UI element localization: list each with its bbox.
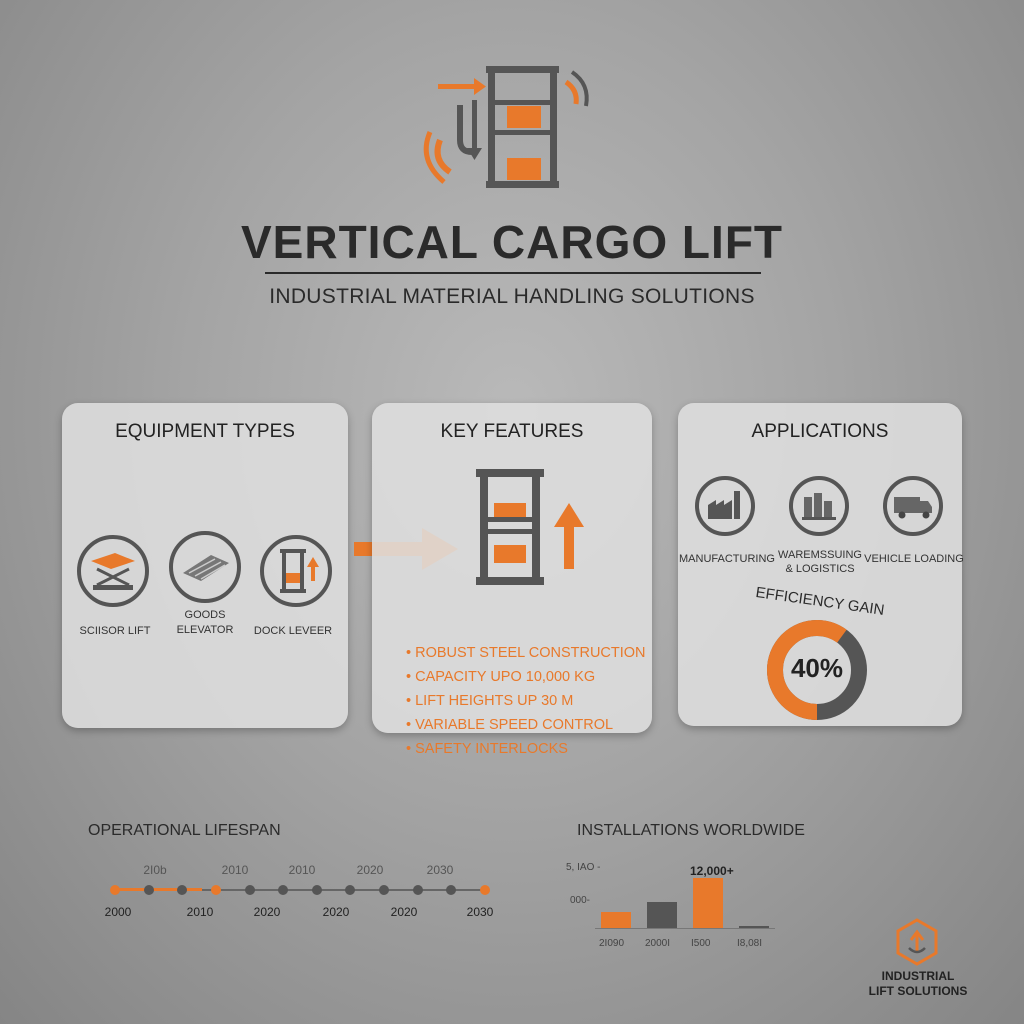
equipment-scissor-lift-label: SCIISOR LIFT <box>79 625 151 637</box>
timeline-top-label: 2030 <box>426 863 454 877</box>
timeline-top-label: 2010 <box>288 863 316 877</box>
feature-item: • VARIABLE SPEED CONTROL <box>406 713 646 737</box>
equipment-types-title: EQUIPMENT TYPES <box>115 421 295 442</box>
installations-x-label: I500 <box>691 938 711 949</box>
truck-icon <box>882 475 944 537</box>
app-manufacturing-label: MANUFACTURING <box>679 553 775 565</box>
installations-y-label-top: 5, IAO - <box>566 862 601 873</box>
key-features-panel <box>372 403 652 757</box>
timeline-top-label: 2020 <box>356 863 384 877</box>
feature-item: • SAFETY INTERLOCKS <box>406 737 646 761</box>
key-features-list <box>406 641 646 761</box>
timeline-top-label: 2I0b <box>143 863 167 877</box>
lift-tower-icon <box>472 465 602 590</box>
installations-bar <box>647 902 677 928</box>
goods-elevator-icon <box>167 529 243 605</box>
installations-highlight-label: 12,000+ <box>690 864 734 878</box>
feature-item: • ROBUST STEEL CONSTRUCTION <box>406 641 646 665</box>
installations-bar <box>739 926 769 928</box>
installations-bar <box>693 878 723 928</box>
equipment-types-panel <box>62 403 348 728</box>
timeline-dot <box>312 885 322 895</box>
timeline-bottom-label: 2020 <box>253 905 281 919</box>
feature-item: • LIFT HEIGHTS UP 30 M <box>406 689 646 713</box>
scissor-lift-icon <box>75 533 151 609</box>
page-subtitle: INDUSTRIAL MATERIAL HANDLING SOLUTIONS <box>269 285 755 308</box>
timeline-dot <box>413 885 423 895</box>
timeline-dot <box>379 885 389 895</box>
app-warehousing-label-line2: & LOGISTICS <box>785 563 855 575</box>
applications-title: APPLICATIONS <box>751 421 889 442</box>
key-features-title: KEY FEATURES <box>440 421 584 442</box>
bar-axis <box>595 928 775 929</box>
timeline-dot <box>177 885 187 895</box>
installations-x-label: 2I090 <box>599 938 625 949</box>
timeline-dot <box>211 885 221 895</box>
lifespan-title: OPERATIONAL LIFESPAN <box>88 822 281 839</box>
page-title: VERTICAL CARGO LIFT <box>240 216 784 268</box>
efficiency-gain-label: EFFICIENCY GAIN <box>754 584 886 619</box>
brand-hex-lift-icon <box>895 918 939 966</box>
brand-name-line2: LIFT SOLUTIONS <box>868 984 968 998</box>
installations-bar-chart <box>595 860 785 949</box>
timeline-dot <box>144 885 154 895</box>
brand-name-line1: INDUSTRIAL <box>881 969 955 983</box>
timeline-bottom-label: 2030 <box>466 905 494 919</box>
factory-icon <box>694 475 756 537</box>
installations-y-label-bottom: 000- <box>570 895 591 906</box>
timeline-dot <box>345 885 355 895</box>
timeline-top-label: 2010 <box>221 863 249 877</box>
timeline-highlight <box>115 888 202 891</box>
timeline-bottom-label: 2020 <box>390 905 418 919</box>
timeline-dot <box>446 885 456 895</box>
equipment-goods-label-line1: GOODS <box>184 609 226 621</box>
dock-leveler-icon <box>258 533 334 609</box>
timeline-dot <box>278 885 288 895</box>
timeline-dot <box>245 885 255 895</box>
equipment-goods-label-line2: ELEVATOR <box>176 624 234 636</box>
app-vehicle-loading-label: VEHICLE LOADING <box>864 553 964 565</box>
feature-item: • CAPACITY UPO 10,000 KG <box>406 665 646 689</box>
installations-title: INSTALLATIONS WORLDWIDE <box>577 822 805 839</box>
timeline-dot <box>480 885 490 895</box>
timeline-bottom-label: 2000 <box>104 905 132 919</box>
warehouse-icon <box>788 475 850 537</box>
installations-x-label: I8,08I <box>737 938 763 949</box>
equipment-dock-leveler-label: DOCK LEVEER <box>253 625 333 637</box>
timeline-dot <box>110 885 120 895</box>
applications-panel <box>678 403 962 726</box>
cargo-lift-logo-icon <box>410 60 610 195</box>
timeline-bottom-label: 2010 <box>186 905 214 919</box>
installations-x-label: 2000I <box>645 938 671 949</box>
efficiency-value: 40% <box>790 653 844 683</box>
timeline-bottom-label: 2020 <box>322 905 350 919</box>
title-divider <box>265 272 761 274</box>
app-warehousing-label-line1: WAREMSSUING <box>778 549 862 561</box>
lifespan-timeline <box>100 855 500 925</box>
installations-bar <box>601 912 631 928</box>
